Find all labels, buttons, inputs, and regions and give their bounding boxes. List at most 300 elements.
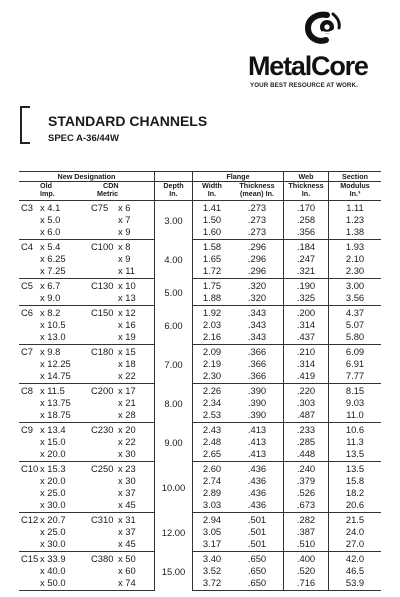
cell-size: [19, 576, 40, 591]
cell-flange-width: 2.16: [193, 330, 232, 345]
cell-depth: 6.00: [155, 306, 193, 345]
cell-size: C7: [21, 346, 33, 357]
brand-tagline: YOUR BEST RESOURCE AT WORK.: [250, 82, 358, 89]
channel-group: [19, 423, 381, 462]
cell-metric: x 10: [118, 280, 136, 291]
cell-flange-width: 2.09: [193, 345, 232, 358]
cell-section-modulus: 13.5: [329, 447, 382, 462]
cell-cdn: [91, 486, 118, 498]
cell-flange-width: 2.53: [193, 408, 232, 423]
cell-web-thickness: .325: [284, 291, 329, 306]
cell-web-thickness: .437: [284, 330, 329, 345]
cell-metric: x 9: [118, 225, 155, 240]
cell-flange-width: 1.88: [193, 291, 232, 306]
cell-metric: x 31: [118, 514, 136, 525]
table-row: [19, 513, 381, 526]
cell-metric: x 22: [118, 436, 136, 447]
cell-cdn: [91, 498, 118, 513]
cell-depth: 15.00: [155, 552, 193, 591]
table-row: [19, 240, 381, 253]
table-row: [19, 306, 381, 319]
cell-flange-thickness: .296: [231, 264, 284, 279]
cell-flange-thickness: .296: [247, 241, 267, 252]
table-row: [19, 408, 381, 423]
cell-old-imp: x 20.0: [40, 475, 66, 486]
cell-flange-thickness: .320: [247, 280, 267, 291]
cell-flange-width: 3.40: [193, 552, 232, 565]
cell-metric: x 45: [118, 498, 155, 513]
cell-flange-thickness: .343: [231, 330, 284, 345]
cell-metric: x 18: [118, 358, 136, 369]
channels-table: [19, 171, 381, 591]
cell-old-imp: x 12.25: [40, 358, 71, 369]
table-row: [19, 537, 381, 552]
cell-metric: x 23: [118, 463, 136, 474]
cell-depth: 4.00: [155, 240, 193, 279]
cell-size: C9: [21, 424, 33, 435]
cell-metric: x 30: [118, 447, 155, 462]
cell-flange-thickness: .650: [247, 565, 267, 576]
cell-size: C5: [21, 280, 33, 291]
cell-flange-thickness: .273: [231, 225, 284, 240]
cell-depth: 3.00: [155, 201, 193, 240]
cell-web-thickness: .356: [284, 225, 329, 240]
cell-flange-thickness: .366: [247, 358, 267, 369]
cell-depth: 9.00: [155, 423, 193, 462]
cell-section-modulus: 1.23: [329, 213, 382, 225]
header-depth: Depth In.: [155, 182, 193, 201]
table-row: [19, 384, 381, 397]
cell-flange-width: 1.92: [193, 306, 232, 319]
channel-group: [19, 345, 381, 384]
cell-metric: x 20: [118, 424, 136, 435]
table-row: [19, 576, 381, 591]
cell-flange-thickness: .366: [247, 346, 267, 357]
cell-old-imp: x 13.0: [40, 330, 91, 345]
cell-flange-thickness: .320: [231, 291, 284, 306]
cell-web-thickness: .419: [284, 369, 329, 384]
cell-flange-thickness: .390: [247, 385, 267, 396]
cell-size: C6: [21, 307, 33, 318]
cell-depth: 5.00: [155, 279, 193, 306]
cell-metric: x 16: [118, 319, 136, 330]
header-new-designation: New Designation: [19, 172, 155, 182]
cell-flange-thickness: .413: [231, 447, 284, 462]
cell-cdn: C180: [91, 346, 114, 357]
cell-section-modulus: 8.15: [329, 384, 382, 397]
cell-cdn: [91, 318, 118, 330]
cell-web-thickness: .520: [284, 564, 329, 576]
cell-metric: x 74: [118, 576, 155, 591]
cell-size: C10: [21, 463, 39, 474]
table-row: [19, 264, 381, 279]
cell-size: [19, 537, 40, 552]
heading-bracket: [20, 106, 30, 144]
cell-metric: x 11: [118, 264, 155, 279]
table-row: [19, 345, 381, 358]
cell-old-imp: x 5.0: [40, 214, 61, 225]
cell-web-thickness: .233: [284, 423, 329, 436]
cell-metric: x 37: [118, 526, 136, 537]
cell-cdn: [91, 537, 118, 552]
cell-old-imp: x 33.9: [40, 553, 66, 564]
cell-metric: x 15: [118, 346, 136, 357]
cell-size: [19, 408, 40, 423]
cell-size: [19, 447, 40, 462]
cell-section-modulus: 3.56: [329, 291, 382, 306]
cell-metric: x 22: [118, 369, 155, 384]
cell-size: [19, 357, 40, 369]
table-row: [19, 474, 381, 486]
channel-group: [19, 384, 381, 423]
cell-section-modulus: 1.38: [329, 225, 382, 240]
cell-web-thickness: .387: [284, 525, 329, 537]
cell-flange-width: 1.50: [193, 213, 232, 225]
cell-old-imp: x 15.0: [40, 436, 66, 447]
header-cdn-metric: CDN Metric: [91, 182, 155, 201]
cell-cdn: [91, 225, 118, 240]
cell-cdn: [91, 291, 118, 306]
cell-depth: 8.00: [155, 384, 193, 423]
cell-flange-thickness: .390: [231, 408, 284, 423]
channel-group: [19, 513, 381, 552]
cell-size: [19, 525, 40, 537]
table-row: [19, 498, 381, 513]
cell-old-imp: x 10.5: [40, 319, 66, 330]
header-section: Section: [329, 172, 382, 182]
cell-old-imp: x 11.5: [40, 385, 65, 396]
cell-old-imp: x 30.0: [40, 498, 91, 513]
cell-cdn: C250: [91, 463, 114, 474]
cell-metric: x 7: [118, 214, 131, 225]
channel-group: [19, 279, 381, 306]
cell-flange-width: 2.89: [193, 486, 232, 498]
cell-section-modulus: 2.10: [329, 252, 382, 264]
page-subtitle: SPEC A-36/44W: [48, 133, 119, 144]
cell-cdn: C230: [91, 424, 114, 435]
cell-flange-thickness: .413: [247, 436, 267, 447]
cell-metric: x 13: [118, 291, 155, 306]
cell-section-modulus: 5.07: [329, 318, 382, 330]
cell-flange-width: 2.03: [193, 318, 232, 330]
table-row: [19, 213, 381, 225]
cell-size: [19, 252, 40, 264]
cell-size: [19, 498, 40, 513]
header-old-imp: Old Imp.: [40, 182, 91, 201]
cell-web-thickness: .240: [284, 462, 329, 475]
cell-section-modulus: 20.6: [329, 498, 382, 513]
cell-old-imp: x 6.0: [40, 225, 91, 240]
cell-size: [19, 213, 40, 225]
cell-cdn: [91, 213, 118, 225]
cell-section-modulus: 13.5: [329, 462, 382, 475]
cell-old-imp: x 13.75: [40, 397, 71, 408]
cell-metric: x 28: [118, 408, 155, 423]
header-web-thickness: Thickness In.: [284, 182, 329, 201]
cell-section-modulus: 4.37: [329, 306, 382, 319]
cell-flange-width: 2.60: [193, 462, 232, 475]
cell-size: C12: [21, 514, 39, 525]
channel-group: [19, 462, 381, 513]
cell-flange-thickness: .436: [247, 463, 267, 474]
header-flange-thickness: Thickness (mean) In.: [231, 182, 284, 201]
cell-cdn: C150: [91, 307, 114, 318]
cell-section-modulus: 46.5: [329, 564, 382, 576]
cell-metric: x 45: [118, 537, 155, 552]
cell-flange-thickness: .343: [247, 319, 267, 330]
cell-section-modulus: 9.03: [329, 396, 382, 408]
cell-cdn: [91, 264, 118, 279]
cell-cdn: [91, 396, 118, 408]
cell-cdn: [91, 369, 118, 384]
cell-size: [19, 435, 40, 447]
cell-web-thickness: .379: [284, 474, 329, 486]
cell-flange-thickness: .273: [247, 202, 267, 213]
metalcore-logo: [246, 10, 396, 90]
cell-flange-width: 2.48: [193, 435, 232, 447]
header-depth-spacer: [155, 172, 193, 182]
cell-metric: x 30: [118, 475, 136, 486]
cell-section-modulus: 1.11: [329, 201, 382, 214]
cell-section-modulus: 6.09: [329, 345, 382, 358]
cell-cdn: [91, 408, 118, 423]
cell-cdn: [91, 252, 118, 264]
table-row: [19, 357, 381, 369]
cell-size: [19, 330, 40, 345]
cell-size: C3: [21, 202, 33, 213]
cell-web-thickness: .190: [284, 279, 329, 292]
cell-cdn: [91, 330, 118, 345]
cell-size: [19, 474, 40, 486]
cell-flange-width: 1.60: [193, 225, 232, 240]
cell-flange-width: 2.43: [193, 423, 232, 436]
cell-flange-thickness: .413: [247, 424, 267, 435]
cell-flange-thickness: .501: [247, 514, 267, 525]
cell-section-modulus: 10.6: [329, 423, 382, 436]
cell-depth: 10.00: [155, 462, 193, 513]
cell-flange-thickness: .650: [231, 576, 284, 591]
cell-flange-width: 3.05: [193, 525, 232, 537]
cell-metric: x 50: [118, 553, 136, 564]
cell-flange-width: 1.72: [193, 264, 232, 279]
cell-web-thickness: .303: [284, 396, 329, 408]
cell-old-imp: x 30.0: [40, 537, 91, 552]
table-row: [19, 564, 381, 576]
cell-flange-thickness: .296: [247, 253, 267, 264]
cell-web-thickness: .487: [284, 408, 329, 423]
cell-section-modulus: 15.8: [329, 474, 382, 486]
cell-web-thickness: .321: [284, 264, 329, 279]
cell-cdn: [91, 525, 118, 537]
cell-section-modulus: 6.91: [329, 357, 382, 369]
header-size-spacer: [19, 182, 40, 201]
cell-depth: 12.00: [155, 513, 193, 552]
cell-metric: x 19: [118, 330, 155, 345]
cell-section-modulus: 42.0: [329, 552, 382, 565]
cell-old-imp: x 14.75: [40, 369, 91, 384]
cell-cdn: C310: [91, 514, 114, 525]
cell-web-thickness: .220: [284, 384, 329, 397]
cell-section-modulus: 24.0: [329, 525, 382, 537]
table-row: [19, 330, 381, 345]
cell-flange-width: 1.65: [193, 252, 232, 264]
cell-web-thickness: .184: [284, 240, 329, 253]
cell-flange-thickness: .436: [247, 487, 267, 498]
cell-size: [19, 291, 40, 306]
cell-web-thickness: .526: [284, 486, 329, 498]
cell-cdn: [91, 435, 118, 447]
cell-section-modulus: 21.5: [329, 513, 382, 526]
cell-flange-width: 2.19: [193, 357, 232, 369]
cell-size: C4: [21, 241, 33, 252]
cell-size: C8: [21, 385, 33, 396]
cell-flange-width: 2.65: [193, 447, 232, 462]
cell-old-imp: x 15.3: [40, 463, 66, 474]
cell-old-imp: x 50.0: [40, 576, 91, 591]
table-row: [19, 225, 381, 240]
cell-metric: x 21: [118, 397, 136, 408]
cell-flange-width: 2.26: [193, 384, 232, 397]
cell-depth: 7.00: [155, 345, 193, 384]
cell-size: [19, 318, 40, 330]
table-row: [19, 435, 381, 447]
table-row: [19, 318, 381, 330]
cell-flange-thickness: .501: [231, 537, 284, 552]
cell-flange-width: 1.41: [193, 201, 232, 214]
cell-old-imp: x 25.0: [40, 526, 66, 537]
cell-old-imp: x 4.1: [40, 202, 61, 213]
cell-metric: x 60: [118, 565, 136, 576]
brand-name: MetalCore: [248, 51, 368, 81]
table-row: [19, 279, 381, 292]
table-row: [19, 201, 381, 214]
cell-section-modulus: 1.93: [329, 240, 382, 253]
cell-flange-thickness: .273: [247, 214, 267, 225]
cell-cdn: C380: [91, 553, 114, 564]
cell-flange-width: 2.30: [193, 369, 232, 384]
cell-flange-thickness: .436: [231, 498, 284, 513]
cell-cdn: C200: [91, 385, 114, 396]
cell-flange-thickness: .436: [247, 475, 267, 486]
table-row: [19, 369, 381, 384]
cell-web-thickness: .314: [284, 357, 329, 369]
logo-swirl-icon: [300, 10, 342, 46]
cell-section-modulus: 18.2: [329, 486, 382, 498]
cell-flange-width: 1.58: [193, 240, 232, 253]
cell-web-thickness: .170: [284, 201, 329, 214]
cell-web-thickness: .673: [284, 498, 329, 513]
cell-size: [19, 486, 40, 498]
cell-old-imp: x 20.7: [40, 514, 66, 525]
cell-section-modulus: 3.00: [329, 279, 382, 292]
table-row: [19, 447, 381, 462]
cell-old-imp: x 6.25: [40, 253, 66, 264]
table-row: [19, 486, 381, 498]
cell-web-thickness: .258: [284, 213, 329, 225]
cell-metric: x 12: [118, 307, 136, 318]
channel-group: [19, 552, 381, 591]
cell-section-modulus: 2.30: [329, 264, 382, 279]
cell-old-imp: x 6.7: [40, 280, 61, 291]
cell-old-imp: x 9.0: [40, 291, 91, 306]
cell-metric: x 6: [118, 202, 131, 213]
cell-web-thickness: .210: [284, 345, 329, 358]
cell-old-imp: x 7.25: [40, 264, 91, 279]
cell-flange-thickness: .366: [231, 369, 284, 384]
cell-size: [19, 369, 40, 384]
cell-web-thickness: .282: [284, 513, 329, 526]
cell-old-imp: x 5.4: [40, 241, 61, 252]
cell-flange-width: 3.17: [193, 537, 232, 552]
cell-web-thickness: .200: [284, 306, 329, 319]
cell-web-thickness: .314: [284, 318, 329, 330]
cell-cdn: C75: [91, 202, 109, 213]
table-row: [19, 396, 381, 408]
cell-flange-width: 2.94: [193, 513, 232, 526]
cell-section-modulus: 11.0: [329, 408, 382, 423]
page-title: STANDARD CHANNELS: [48, 113, 208, 129]
table-row: [19, 525, 381, 537]
table-row: [19, 252, 381, 264]
cell-flange-width: 3.52: [193, 564, 232, 576]
cell-section-modulus: 11.3: [329, 435, 382, 447]
cell-old-imp: x 25.0: [40, 487, 66, 498]
cell-flange-thickness: .390: [247, 397, 267, 408]
cell-web-thickness: .285: [284, 435, 329, 447]
cell-section-modulus: 53.9: [329, 576, 382, 591]
cell-flange-width: 3.03: [193, 498, 232, 513]
cell-size: [19, 264, 40, 279]
table-row: [19, 552, 381, 565]
channel-group: [19, 240, 381, 279]
cell-web-thickness: .716: [284, 576, 329, 591]
cell-old-imp: x 9.8: [40, 346, 61, 357]
cell-metric: x 37: [118, 487, 136, 498]
cell-flange-width: 1.75: [193, 279, 232, 292]
cell-web-thickness: .448: [284, 447, 329, 462]
cell-web-thickness: .247: [284, 252, 329, 264]
cell-old-imp: x 8.2: [40, 307, 61, 318]
cell-old-imp: x 18.75: [40, 408, 91, 423]
cell-cdn: C130: [91, 280, 114, 291]
header-section-modulus: Modulus In.³: [329, 182, 382, 201]
header-flange-width: Width In.: [193, 182, 232, 201]
cell-cdn: C100: [91, 241, 114, 252]
header-web: Web: [284, 172, 329, 182]
cell-section-modulus: 5.80: [329, 330, 382, 345]
cell-cdn: [91, 474, 118, 486]
cell-section-modulus: 7.77: [329, 369, 382, 384]
cell-flange-thickness: .650: [247, 553, 267, 564]
cell-old-imp: x 20.0: [40, 447, 91, 462]
cell-flange-width: 2.34: [193, 396, 232, 408]
cell-flange-thickness: .343: [247, 307, 267, 318]
cell-cdn: [91, 564, 118, 576]
cell-metric: x 8: [118, 241, 131, 252]
channel-group: [19, 201, 381, 240]
cell-flange-width: 3.72: [193, 576, 232, 591]
cell-cdn: [91, 447, 118, 462]
cell-flange-width: 2.74: [193, 474, 232, 486]
cell-size: [19, 564, 40, 576]
cell-cdn: [91, 357, 118, 369]
cell-size: [19, 396, 40, 408]
cell-section-modulus: 27.0: [329, 537, 382, 552]
table-row: [19, 423, 381, 436]
table-row: [19, 462, 381, 475]
header-flange: Flange: [193, 172, 284, 182]
channel-group: [19, 306, 381, 345]
